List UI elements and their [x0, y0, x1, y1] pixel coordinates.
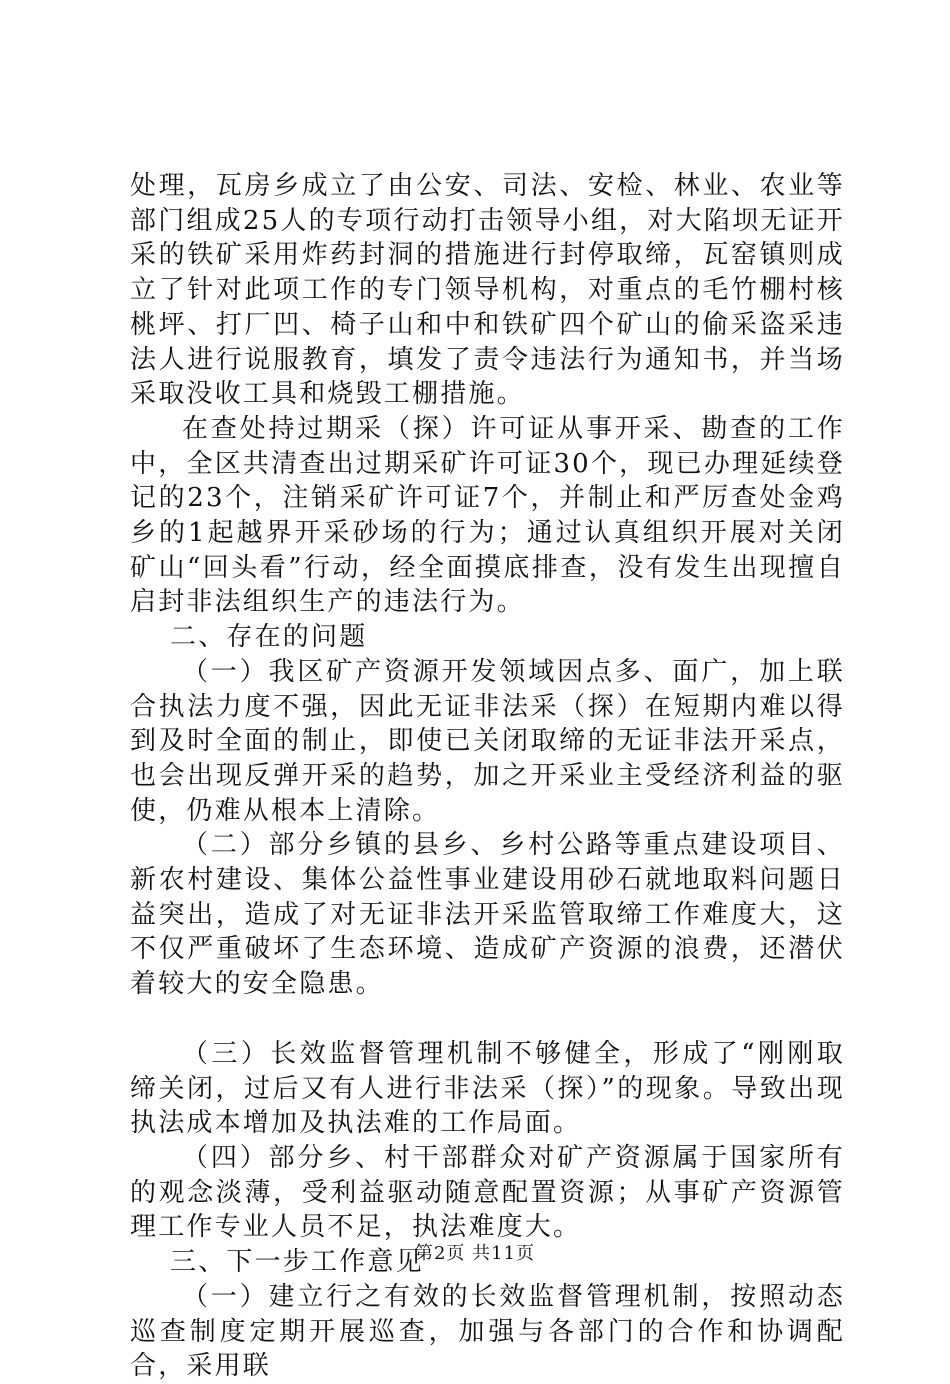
paragraph-spacer	[130, 1002, 845, 1037]
paragraph-problem-1: （一）我区矿产资源开发领域因点多、面广，加上联合执法力度不强，因此无证非法采（探）在短期内难以得到及时全面的制止，即使已关闭取缔的无证非法开采点，也会出现反弹开采的趋势，加之开采业主受经济利益的驱使，仍难从根本上清除。	[130, 656, 845, 826]
page-number-footer: 第2页 共11页	[414, 1243, 536, 1264]
section-heading-problems: 二、存在的问题	[170, 622, 368, 653]
paragraph-problem-4: （四）部分乡、村干部群众对矿产资源属于国家所有的观念淡薄，受利益驱动随意配置资源；从事矿产资源管理工作专业人员不足，执法难度大。	[130, 1142, 845, 1243]
paragraph-continuation: 处理，瓦房乡成立了由公安、司法、安检、林业、农业等部门组成25人的专项行动打击领导小组，对大陷坝无证开采的铁矿采用炸药封洞的措施进行封停取缔，瓦窑镇则成立了针对此项工作的专门领导机构，对重点的毛竹棚村核桃坪、打厂凹、椅子山和中和铁矿四个矿山的偷采盗采违法人进行说服教育，填发了责令违法行为通知书，并当场采取没收工具和烧毁工棚措施。	[130, 171, 845, 410]
section-heading-next-steps: 三、下一步工作意见	[170, 1247, 424, 1278]
paragraph-expired-permits: 在查处持过期采（探）许可证从事开采、勘查的工作中，全区共清查出过期采矿许可证30个，现已办理延续登记的23个，注销采矿许可证7个，并制止和严厉查处金鸡乡的1起越界开采砂场的行为；通过认真组织开展对关闭矿山“回头看”行动，经全面摸底排查，没有发生出现擅自启封非法组织生产的违法行为。	[130, 413, 845, 618]
paragraph-problem-2: （二）部分乡镇的县乡、乡村公路等重点建设项目、新农村建设、集体公益性事业建设用砂石就地取料问题日益突出，造成了对无证非法开采监管取缔工作难度大，这不仅严重破坏了生态环境、造成矿产资源的浪费，还潜伏着较大的安全隐患。	[130, 830, 845, 1000]
document-body	[130, 169, 845, 1384]
paragraph-next-step-1: （一）建立行之有效的长效监督管理机制，按照动态巡查制度定期开展巡查，加强与各部门的合作和协调配合，采用联	[130, 1281, 845, 1382]
paragraph-problem-3: （三）长效监督管理机制不够健全，形成了“刚刚取缔关闭，过后又有人进行非法采（探）”的现象。导致出现执法成本增加及执法难的工作局面。	[130, 1038, 845, 1139]
